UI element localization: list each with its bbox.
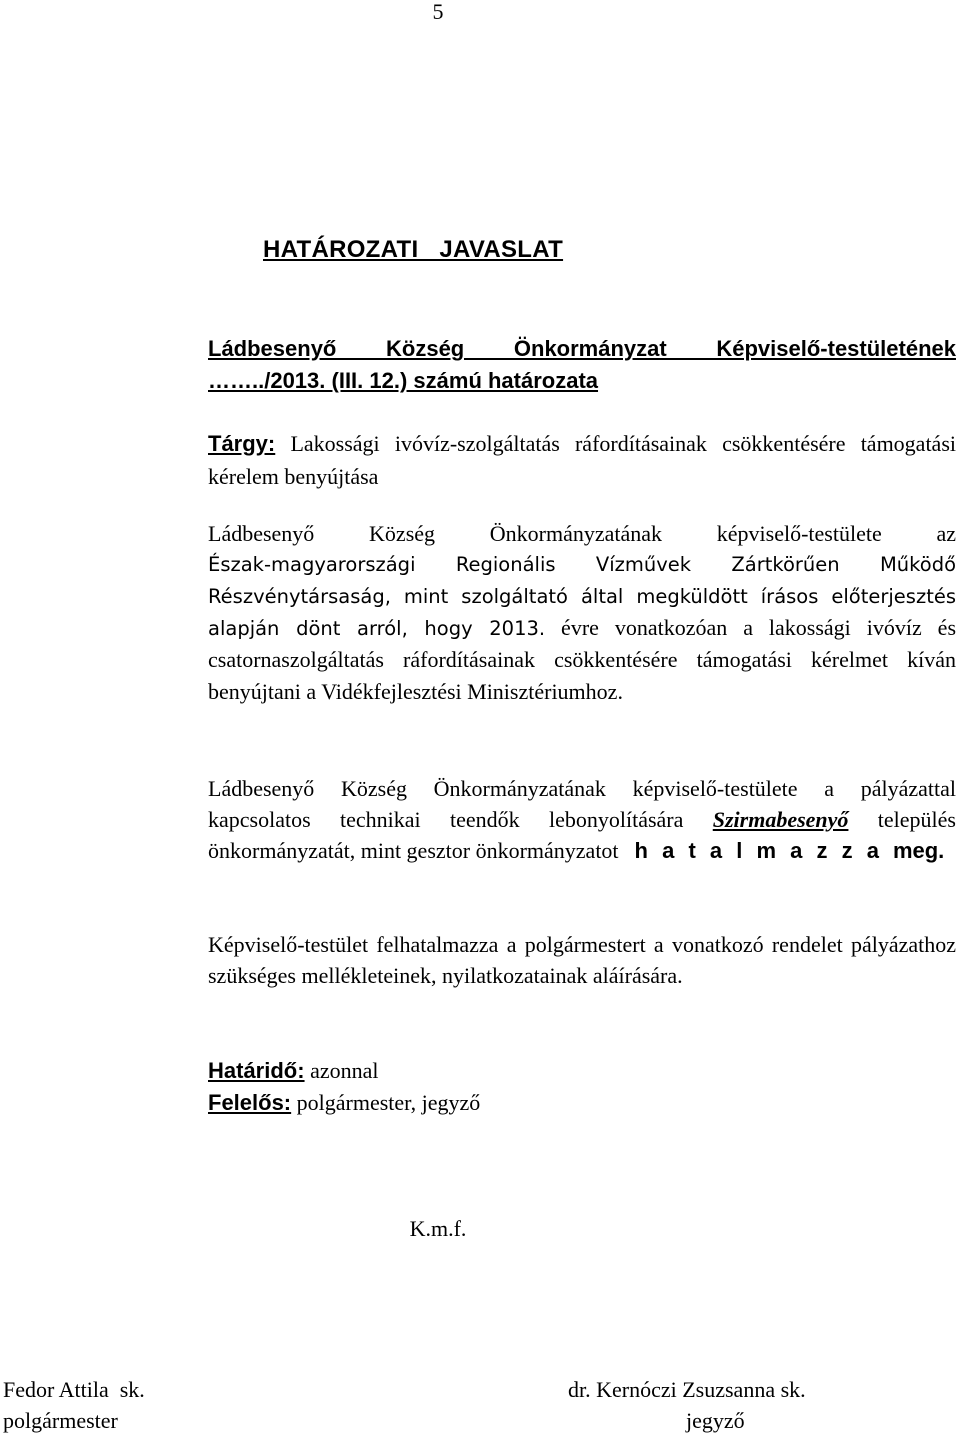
kmf-mark: K.m.f. <box>409 1216 467 1241</box>
deadline-value: azonnal <box>304 1058 379 1083</box>
gesztor-municipality: Szirmabesenyő <box>712 807 849 832</box>
signature-notary-role: jegyző <box>686 1408 745 1433</box>
resolution-heading <box>208 333 956 397</box>
signature-notary-name: dr. Kernóczi Zsuzsanna sk. <box>568 1377 806 1402</box>
signature-mayor-role: polgármester <box>3 1408 118 1433</box>
resolution-paragraph-3 <box>208 929 956 991</box>
resolution-paragraph-2 <box>208 773 956 866</box>
signature-mayor <box>3 1374 145 1436</box>
resolution-paragraph-1 <box>208 518 956 709</box>
paragraph-1-end: évre vonatkozóan a lakossági ivóvíz és csatornaszolgáltatás ráfordításainak csökkentésére támogatási kérelmet kíván benyújtani a Vidékfejlesztési Minisztériumhoz. <box>208 614 956 705</box>
paragraph-2-text-after: település önkormányzatát, mint gesztor önkormányzatot <box>208 807 956 863</box>
responsible-value: polgármester, jegyző <box>291 1090 481 1115</box>
subject <box>208 427 956 493</box>
decision-verb: h a t a l m a z z a <box>634 838 883 863</box>
decision-verb-particle: meg. <box>892 838 945 863</box>
deadline-label: Határidő: <box>208 1058 305 1083</box>
document-title-text: HATÁROZATI JAVASLAT <box>263 236 564 263</box>
page-number: 5 <box>432 0 444 24</box>
signature-mayor-name: Fedor Attila sk. <box>3 1377 145 1402</box>
resolution-heading-line1: Ládbesenyő Község Önkormányzat Képviselő-testületének <box>208 336 956 361</box>
paragraph-1-middle: Észak-magyarországi Regionális Vízművek Zártkörűen Működő Részvénytársaság, mint szolgáltató által megküldött írásos előterjesztés alapján dönt arról, hogy 2013. <box>208 553 956 640</box>
responsible-label: Felelős: <box>208 1090 292 1115</box>
deadline <box>208 1055 378 1086</box>
document-title <box>263 236 563 264</box>
signature-notary <box>568 1374 806 1436</box>
subject-label: Tárgy: <box>208 431 276 456</box>
responsible <box>208 1087 480 1118</box>
paragraph-2-text-before: Ládbesenyő Község Önkormányzatának képviselő-testülete a pályázattal kapcsolatos technikai teendők lebonyolítására <box>208 776 956 832</box>
subject-text: Lakossági ivóvíz-szolgáltatás ráfordításainak csökkentésére támogatási kérelem benyújtása <box>208 431 956 489</box>
resolution-heading-line2: ……../2013. (III. 12.) számú határozata <box>208 368 599 393</box>
paragraph-1-first-line: Ládbesenyő Község Önkormányzatának képviselő-testülete az <box>208 521 956 546</box>
paragraph-3-text: Képviselő-testület felhatalmazza a polgármestert a vonatkozó rendelet pályázathoz szükséges mellékleteinek, nyilatkozatainak aláírására. <box>208 932 956 988</box>
